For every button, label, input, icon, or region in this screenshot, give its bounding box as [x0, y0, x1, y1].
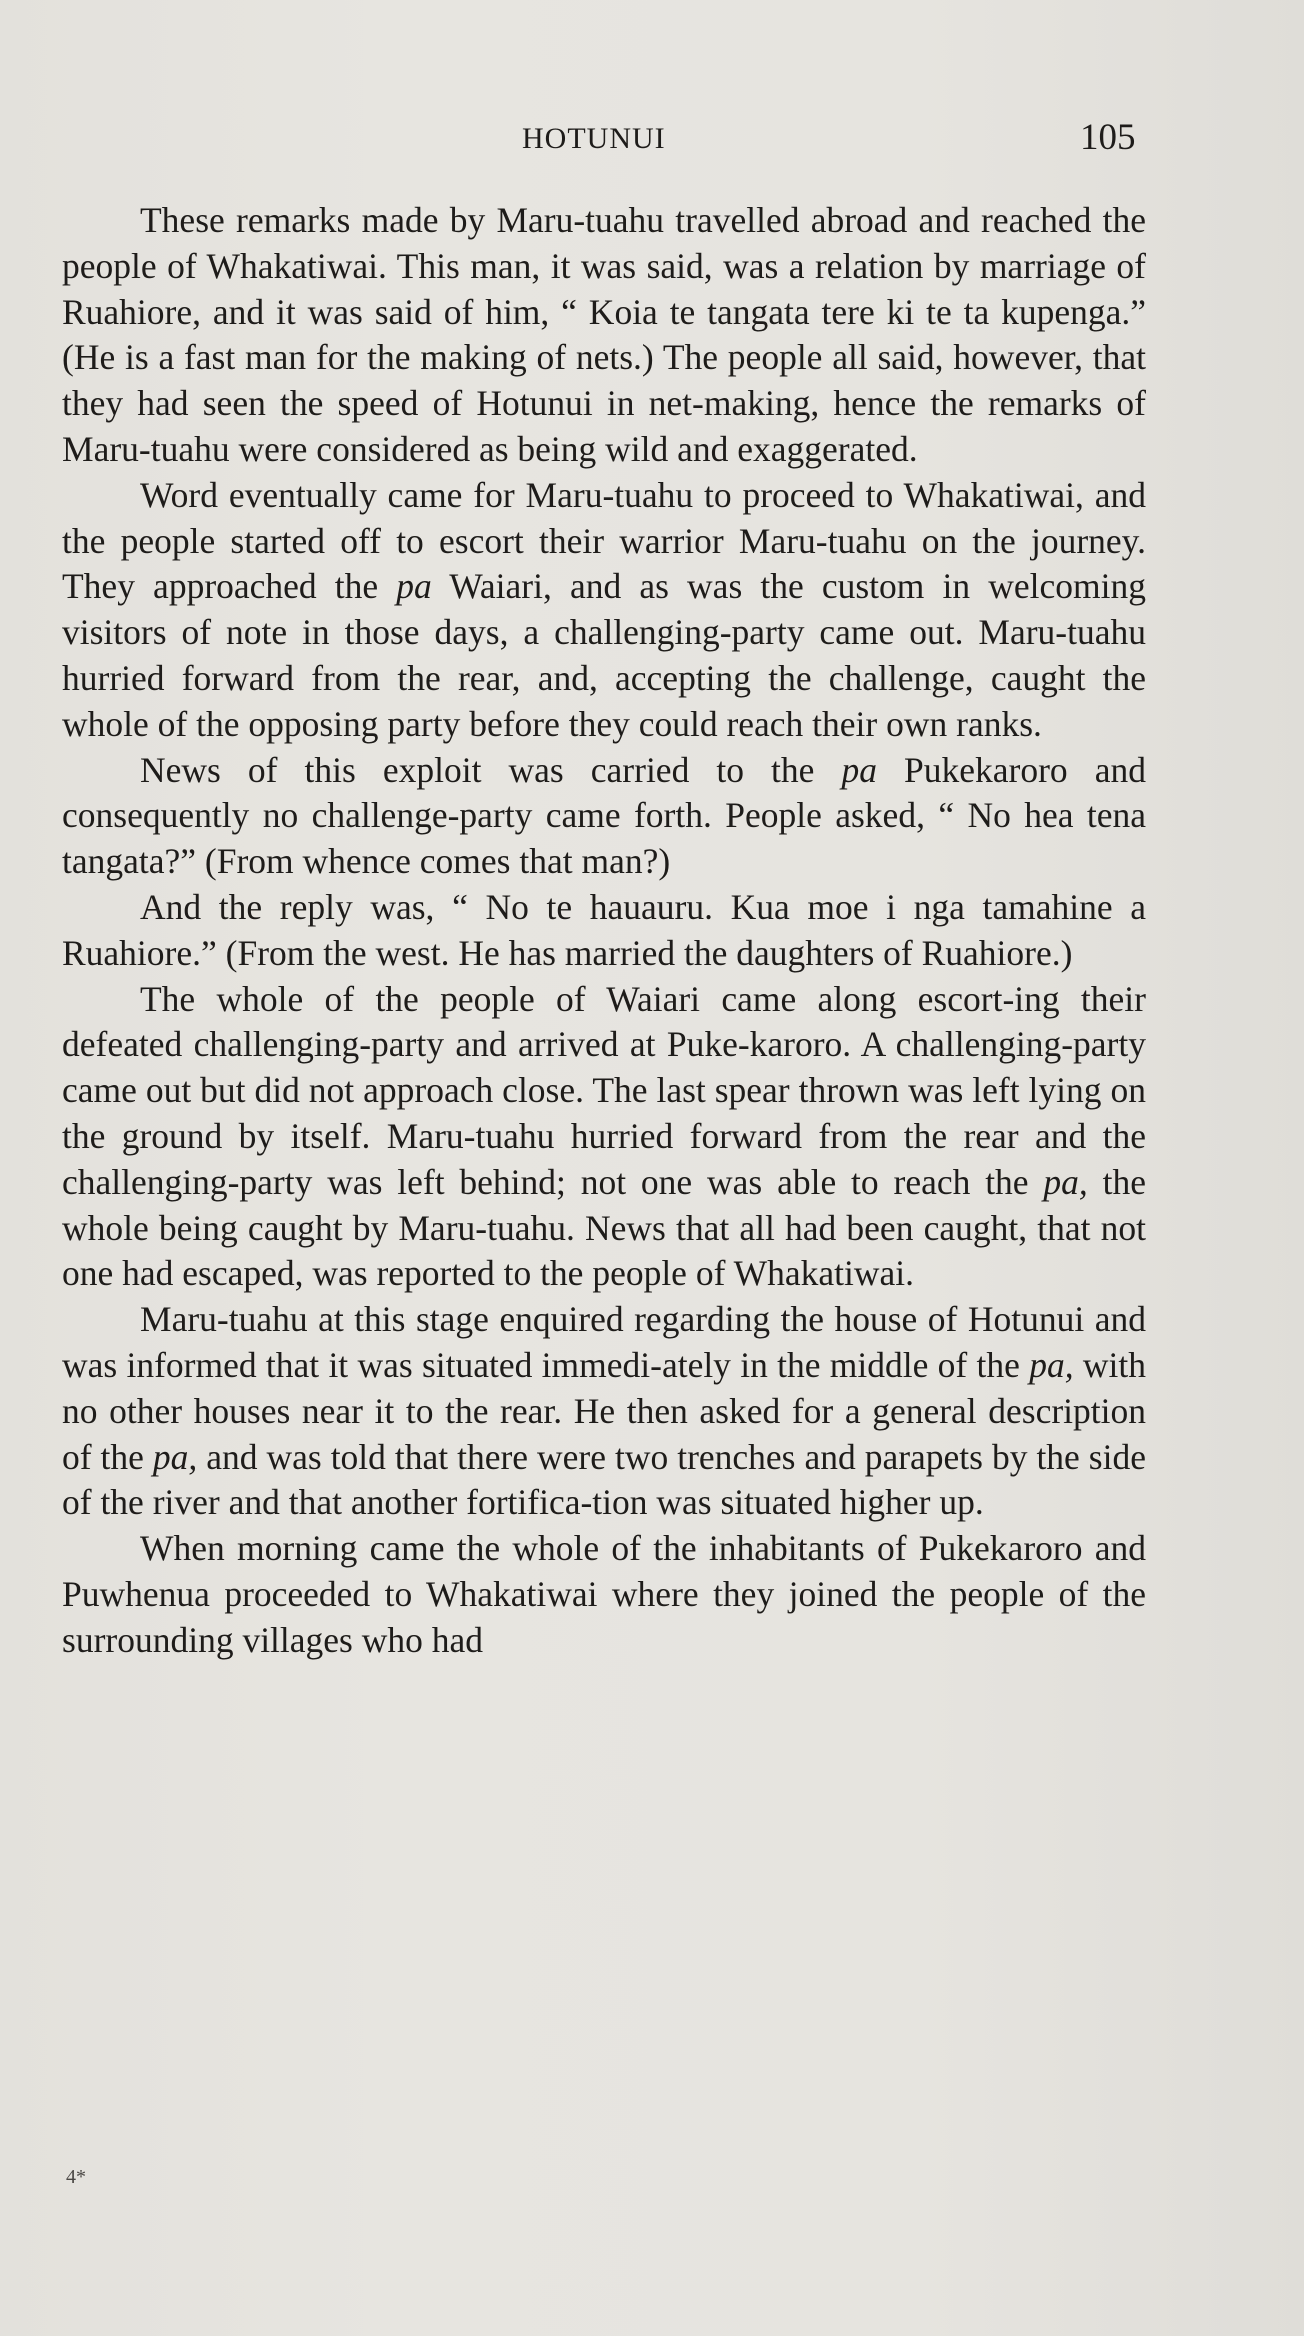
paragraph — [62, 1297, 1146, 1526]
paragraph — [62, 473, 1146, 748]
signature-mark: 4* — [66, 2166, 86, 2188]
text-run: Word eventually came for Maru-tuahu to proceed to Whakatiwai, and the people started off to escort their warrior Maru-tuahu on the journey. They approached the — [62, 474, 1146, 607]
page-header — [0, 116, 1304, 166]
text-run: And the reply was, “ No te hauauru. Kua moe i nga tamahine a Ruahiore.” (From the west. He has married the daughters of Ruahiore.) — [62, 886, 1146, 973]
italic-word: pa — [396, 566, 432, 607]
italic-word: pa, — [1029, 1344, 1074, 1385]
text-run: the whole being caught by Maru-tuahu. News that all had been caught, that not one had escaped, was reported to the people of Whakatiwai. — [62, 1161, 1146, 1294]
italic-word: pa, — [1043, 1161, 1088, 1202]
page-number: 105 — [1080, 117, 1136, 158]
text-run: and was told that there were two trenches and parapets by the side of the river and that another fortifica-tion was situated higher up. — [62, 1436, 1146, 1523]
text-run: Waiari, and as was the custom in welcoming visitors of note in those days, a challenging-party came out. Maru-tuahu hurried forward from the rear, and, accepting the challenge, caught the whole of the opposing party before they could reach their own ranks. — [62, 566, 1147, 744]
text-run: Maru-tuahu at this stage enquired regarding the house of Hotunui and was informed that it was situated immedi-ately in the middle of the — [62, 1299, 1146, 1385]
italic-word: pa — [841, 749, 877, 790]
italic-word: pa, — [152, 1436, 198, 1477]
text-run: These remarks made by Maru-tuahu travelled abroad and reached the people of Whakatiwai. This man, it was said, was a relation by marriage of Ruahiore, and it was said of him, “ Koia te tangata tere ki te ta kupenga.” (He is a fast man for the making of nets.) The people all said, however, that they had seen the speed of Hotunui in net-making, hence the remarks of Maru-tuahu were considered as being wild and exaggerated. — [62, 200, 1146, 469]
paragraph — [62, 748, 1146, 885]
paragraph — [62, 977, 1146, 1298]
text-run: News of this exploit was carried to the — [140, 749, 842, 790]
paragraph — [62, 1526, 1146, 1663]
text-run: When morning came the whole of the inhabitants of Pukekaroro and Puwhenua proceeded to Whakatiwai where they joined the people of the surrounding villages who had — [62, 1528, 1146, 1660]
paragraph — [62, 885, 1146, 977]
text-run: Pukekaroro and consequently no challenge-party came forth. People asked, “ No hea tena tangata?” (From whence comes that man?) — [62, 749, 1146, 882]
text-run: with no other houses near it to the rear. He then asked for a general description of the — [62, 1344, 1146, 1477]
body-text — [62, 198, 1146, 1664]
paragraph — [62, 198, 1146, 473]
text-run: The whole of the people of Waiari came along escort-ing their defeated challenging-party and arrived at Puke-karoro. A challenging-party came out but did not approach close. The last spear thrown was left lying on the ground by itself. Maru-tuahu hurried forward from the rear and the challenging-party was left behind; not one was able to reach the — [62, 978, 1146, 1202]
running-head: HOTUNUI — [522, 122, 666, 155]
